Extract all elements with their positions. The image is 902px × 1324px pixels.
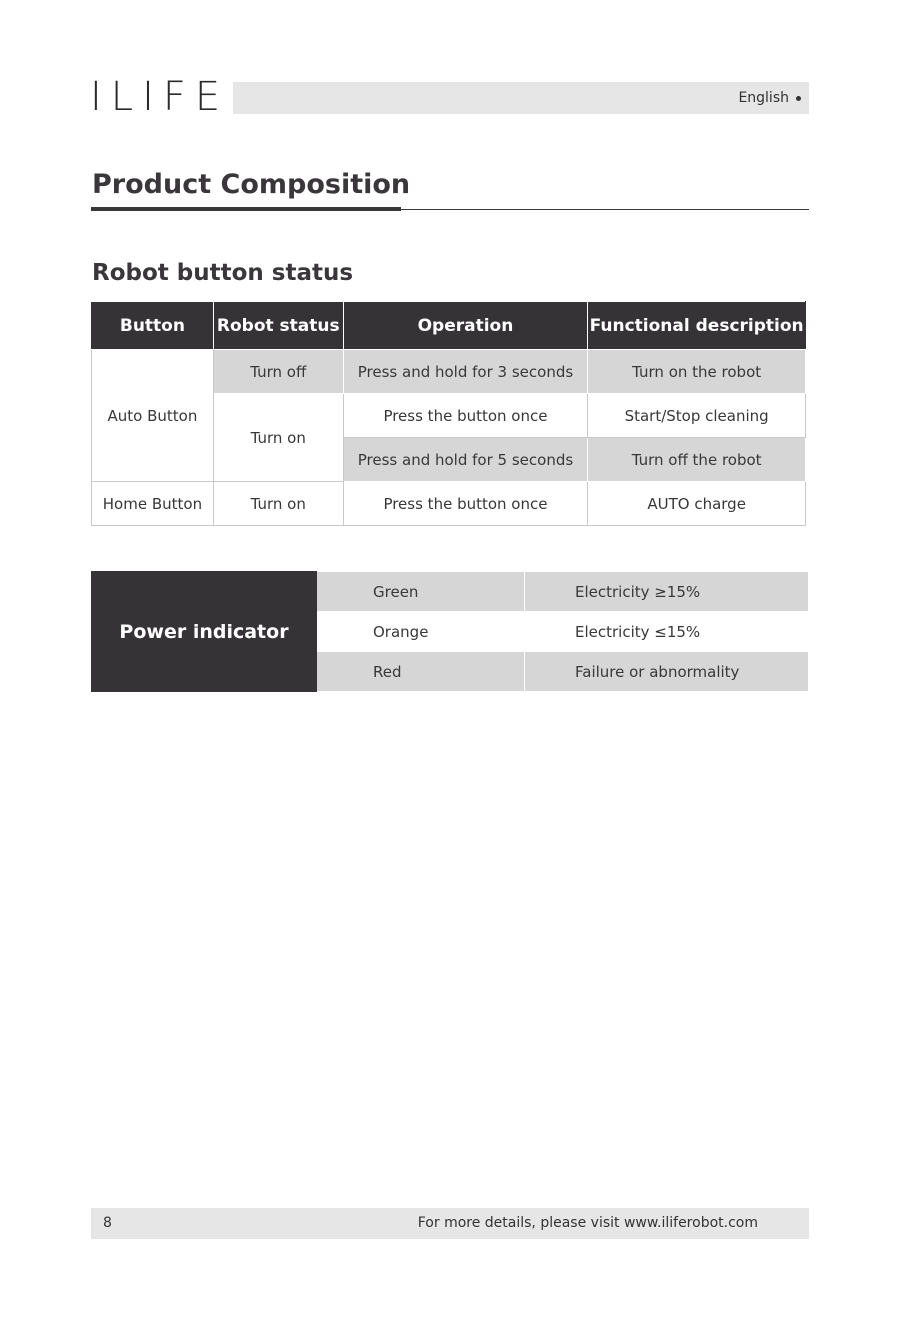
- footer-bar: [91, 1208, 809, 1239]
- operation-cell: Press and hold for 5 seconds: [343, 438, 588, 482]
- operation-cell: Press the button once: [343, 482, 588, 526]
- header-bar: [233, 82, 809, 114]
- page-number: 8: [103, 1215, 112, 1231]
- header-operation: Operation: [343, 302, 588, 350]
- ilife-logo: ILIFE: [90, 74, 230, 120]
- description-cell: AUTO charge: [588, 482, 806, 526]
- table-header-row: [92, 302, 806, 350]
- footer-note: For more details, please visit www.iliferobot.com: [417, 1215, 758, 1231]
- indicator-color: Red: [317, 652, 525, 692]
- button-status-table: [91, 301, 806, 526]
- table-row: [92, 350, 806, 394]
- status-turn-on: Turn on: [213, 394, 343, 482]
- power-indicator-title: Power indicator: [92, 572, 317, 692]
- description-cell: Start/Stop cleaning: [588, 394, 806, 438]
- header-functional-description: Functional description: [588, 302, 806, 350]
- status-turn-off: Turn off: [213, 350, 343, 394]
- home-button-cell: Home Button: [92, 482, 214, 526]
- description-cell: Turn off the robot: [588, 438, 806, 482]
- section-title: Robot button status: [92, 260, 354, 286]
- page-title: Product Composition: [92, 169, 411, 200]
- indicator-meaning: Failure or abnormality: [525, 652, 809, 692]
- status-cell: Turn on: [213, 482, 343, 526]
- indicator-color: Orange: [317, 612, 525, 652]
- indicator-meaning: Electricity ≤15%: [525, 612, 809, 652]
- title-underline: [91, 207, 401, 211]
- indicator-meaning: Electricity ≥15%: [525, 572, 809, 612]
- table-row: [92, 572, 809, 612]
- indicator-color: Green: [317, 572, 525, 612]
- operation-cell: Press the button once: [343, 394, 588, 438]
- language-label: [738, 82, 801, 114]
- language-text: English: [738, 90, 789, 106]
- operation-cell: Press and hold for 3 seconds: [343, 350, 588, 394]
- power-indicator-table: [91, 571, 809, 692]
- table-row: [92, 482, 806, 526]
- header-robot-status: Robot status: [213, 302, 343, 350]
- bullet-icon: [796, 96, 801, 101]
- header-button: Button: [92, 302, 214, 350]
- description-cell: Turn on the robot: [588, 350, 806, 394]
- auto-button-cell: Auto Button: [92, 350, 214, 482]
